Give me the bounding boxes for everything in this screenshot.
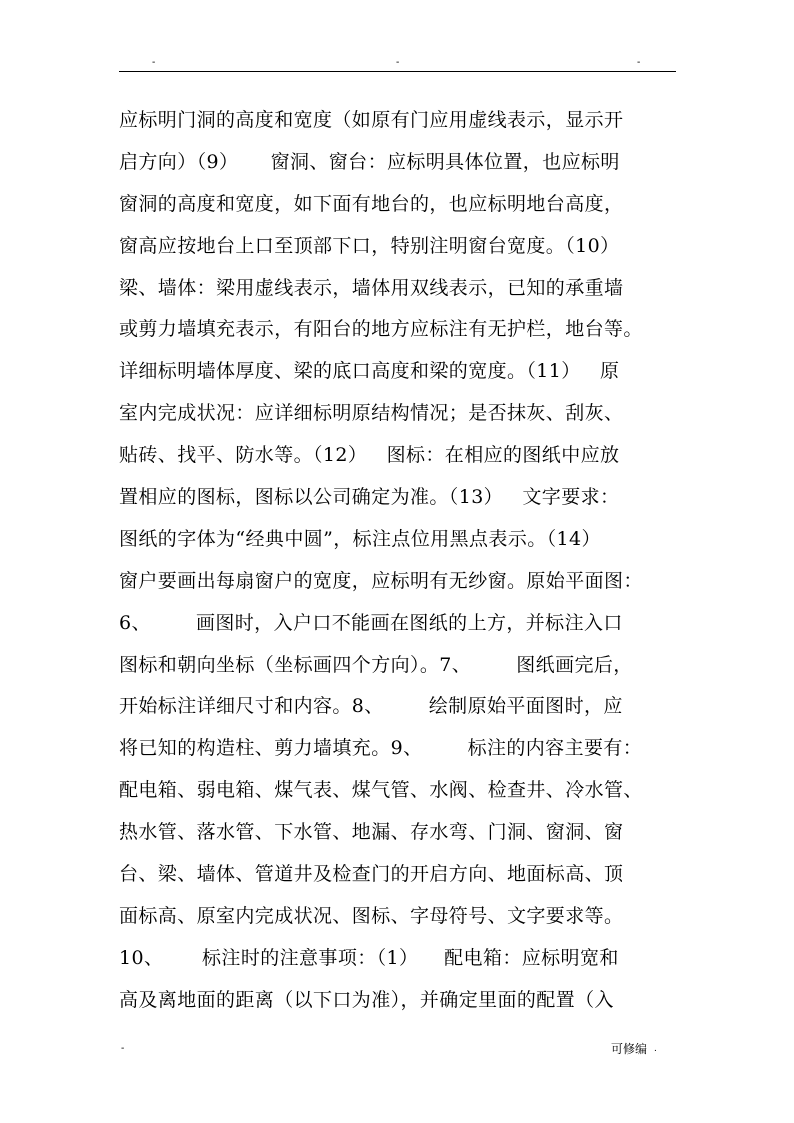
text-line: 6、 画图时，入户口不能画在图纸的上方，并标注入口 — [119, 611, 623, 634]
footer-mark: - — [121, 1043, 125, 1054]
header-mark-left: - — [152, 57, 156, 68]
text-line: 或剪力墙填充表示，有阳台的地方应标注有无护栏，地台等。 — [119, 318, 643, 341]
text-line: 开始标注详细尺寸和内容。8、 绘制原始平面图时，应 — [119, 695, 623, 718]
text-line: 配电箱、弱电箱、煤气表、煤气管、水阀、检查井、冷水管、 — [119, 779, 643, 802]
text-line: 置相应的图标，图标以公司确定为准。（13） 文字要求： — [119, 486, 620, 509]
text-line: 10、 标注时的注意事项：（1） 配电箱：应标明宽和 — [119, 946, 619, 969]
text-line: 详细标明墙体厚度、梁的底口高度和梁的宽度。（11） 原 — [119, 360, 620, 383]
header-mark-right: - — [637, 57, 641, 68]
text-line: 图标和朝向坐标（坐标画四个方向）。7、 图纸画完后， — [119, 653, 633, 676]
text-line: 窗高应按地台上口至顶部下口，特别注明窗台宽度。（10） — [119, 234, 620, 257]
text-line: 窗户要画出每扇窗户的宽度，应标明有无纱窗。原始平面图： — [119, 569, 643, 592]
text-line: 高及离地面的距离（以下口为准），并确定里面的配置（入 — [119, 988, 614, 1011]
text-line: 台、梁、墙体、管道井及检查门的开启方向、地面标高、顶 — [119, 863, 624, 886]
text-line: 启方向）（9） 窗洞、窗台：应标明具体位置，也应标明 — [119, 150, 620, 173]
text-line: 梁、墙体：梁用虚线表示，墙体用双线表示，已知的承重墙 — [119, 276, 624, 299]
document-body — [119, 100, 689, 1022]
text-line: 应标明门洞的高度和宽度（如原有门应用虚线表示，显示开 — [119, 109, 624, 131]
text-line: 热水管、落水管、下水管、地漏、存水弯、门洞、窗洞、窗 — [119, 821, 624, 844]
header-rule — [119, 71, 676, 72]
text-line: 窗洞的高度和宽度，如下面有地台的，也应标明地台高度， — [119, 192, 624, 215]
text-line: 将已知的构造柱、剪力墙填充。9、 标注的内容主要有： — [119, 737, 643, 760]
footer-label: 可修编 — [611, 1042, 648, 1056]
text-line: 图纸的字体为“经典中圆”，标注点位用黑点表示。（14） — [119, 527, 601, 550]
text-line: 室内完成状况：应详细标明原结构情况；是否抹灰、刮灰、 — [119, 402, 624, 425]
header-mark-center: - — [396, 57, 400, 68]
text-line: 贴砖、找平、防水等。（12） 图标：在相应的图纸中应放 — [119, 444, 620, 467]
footer-trail: . — [654, 1043, 657, 1054]
text-line: 面标高、原室内完成状况、图标、字母符号、文字要求等。 — [119, 904, 624, 927]
